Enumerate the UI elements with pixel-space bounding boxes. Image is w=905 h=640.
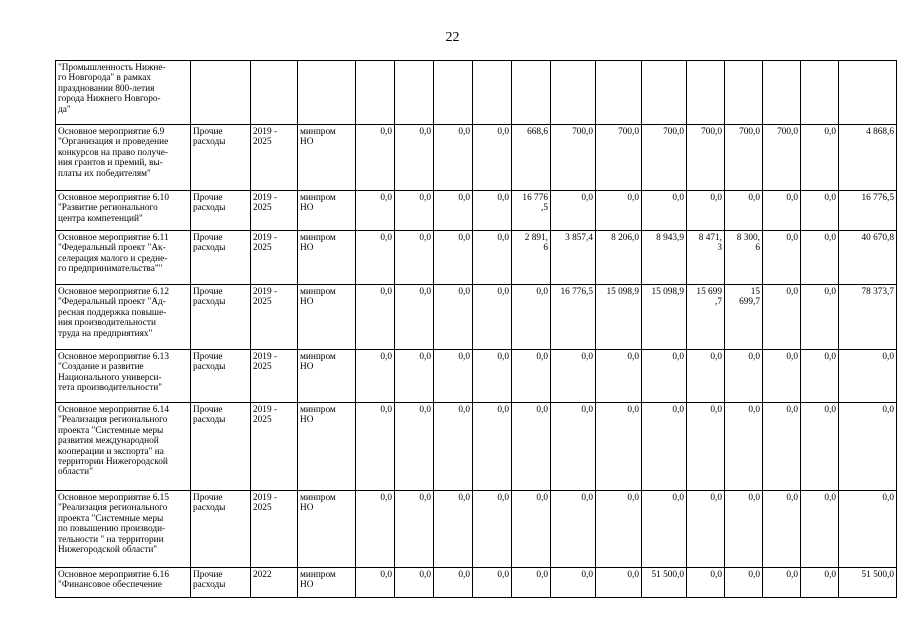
value-cell: 0,0 — [356, 125, 395, 191]
value-cell: 0,0 — [763, 285, 801, 350]
value-cell: 0,0 — [512, 491, 551, 568]
value-cell: 0,0 — [434, 568, 473, 598]
value-cell — [763, 61, 801, 125]
value-cell: 8 206,0 — [596, 231, 642, 285]
value-cell: 0,0 — [356, 403, 395, 491]
value-cell: 700,0 — [642, 125, 687, 191]
value-cell: 0,0 — [473, 191, 512, 231]
expense-type-cell: Прочие расходы — [191, 491, 251, 568]
expense-type-cell: Прочие расходы — [191, 403, 251, 491]
table-row — [56, 350, 897, 403]
value-cell: 668,6 — [512, 125, 551, 191]
period-cell: 2019 - 2025 — [251, 125, 298, 191]
value-cell: 51 500,0 — [642, 568, 687, 598]
table-row — [56, 285, 897, 350]
value-cell: 0,0 — [801, 125, 839, 191]
value-cell: 0,0 — [801, 403, 839, 491]
value-cell: 0,0 — [725, 403, 763, 491]
measure-name-cell: Основное мероприятие 6.11 "Федеральный проект "Ак- селерация малого и средне- го предпринимательства"" — [56, 231, 191, 285]
value-cell: 0,0 — [801, 231, 839, 285]
value-cell: 0,0 — [473, 403, 512, 491]
measure-name-cell: Основное мероприятие 6.16 "Финансовое обеспечение — [56, 568, 191, 598]
value-cell — [596, 61, 642, 125]
table-row — [56, 125, 897, 191]
value-cell — [473, 61, 512, 125]
value-cell: 700,0 — [687, 125, 725, 191]
value-cell: 0,0 — [642, 191, 687, 231]
measure-name-cell: Основное мероприятие 6.15 "Реализация регионального проекта "Системные меры по повышению производи- тельности " на территории Нижегородской области" — [56, 491, 191, 568]
value-cell — [551, 61, 596, 125]
measure-name-cell: "Промышленность Нижне- го Новгорода" в рамках праздновании 800-летия города Нижнего Новгоро- да" — [56, 61, 191, 125]
budget-table — [55, 60, 897, 598]
total-cell: 78 373,7 — [839, 285, 897, 350]
value-cell: 0,0 — [596, 568, 642, 598]
value-cell: 0,0 — [763, 403, 801, 491]
expense-type-cell: Прочие расходы — [191, 191, 251, 231]
value-cell: 15 098,9 — [596, 285, 642, 350]
executor-cell: минпром НО — [298, 350, 356, 403]
executor-cell: минпром НО — [298, 491, 356, 568]
executor-cell: минпром НО — [298, 403, 356, 491]
value-cell: 0,0 — [763, 491, 801, 568]
expense-type-cell — [191, 61, 251, 125]
value-cell: 0,0 — [801, 568, 839, 598]
value-cell — [725, 61, 763, 125]
value-cell: 700,0 — [596, 125, 642, 191]
executor-cell: минпром НО — [298, 191, 356, 231]
expense-type-cell: Прочие расходы — [191, 568, 251, 598]
measure-name-cell: Основное мероприятие 6.10 "Развитие регионального центра компетенций" — [56, 191, 191, 231]
value-cell: 0,0 — [395, 403, 434, 491]
value-cell: 0,0 — [434, 231, 473, 285]
value-cell: 0,0 — [395, 350, 434, 403]
value-cell: 15 699 ,7 — [687, 285, 725, 350]
value-cell: 8 471, 3 — [687, 231, 725, 285]
expense-type-cell: Прочие расходы — [191, 350, 251, 403]
value-cell: 0,0 — [551, 191, 596, 231]
value-cell: 16 776 ,5 — [512, 191, 551, 231]
value-cell: 0,0 — [473, 231, 512, 285]
period-cell: 2019 - 2025 — [251, 491, 298, 568]
table-row — [56, 403, 897, 491]
value-cell: 0,0 — [763, 568, 801, 598]
value-cell: 0,0 — [356, 285, 395, 350]
value-cell: 0,0 — [687, 350, 725, 403]
table-row — [56, 61, 897, 125]
value-cell: 0,0 — [596, 350, 642, 403]
value-cell — [395, 61, 434, 125]
total-cell: 0,0 — [839, 491, 897, 568]
value-cell: 0,0 — [551, 403, 596, 491]
period-cell: 2019 - 2025 — [251, 191, 298, 231]
value-cell: 0,0 — [395, 191, 434, 231]
value-cell: 0,0 — [395, 285, 434, 350]
value-cell — [801, 61, 839, 125]
period-cell: 2019 - 2025 — [251, 350, 298, 403]
total-cell: 0,0 — [839, 403, 897, 491]
total-cell: 40 670,8 — [839, 231, 897, 285]
executor-cell: минпром НО — [298, 125, 356, 191]
value-cell: 0,0 — [801, 350, 839, 403]
value-cell: 3 857,4 — [551, 231, 596, 285]
value-cell: 0,0 — [356, 350, 395, 403]
value-cell: 0,0 — [596, 491, 642, 568]
period-cell: 2019 - 2025 — [251, 231, 298, 285]
value-cell: 0,0 — [687, 191, 725, 231]
value-cell: 0,0 — [763, 191, 801, 231]
value-cell: 8 300, 6 — [725, 231, 763, 285]
measure-name-cell: Основное мероприятие 6.14 "Реализация регионального проекта "Системные меры развития международной кооперации и экспорта" на территории Нижегородской области" — [56, 403, 191, 491]
value-cell: 8 943,9 — [642, 231, 687, 285]
value-cell: 0,0 — [434, 491, 473, 568]
measure-name-cell: Основное мероприятие 6.12 "Федеральный проект "Ад- ресная поддержка повыше- ния производительности труда на предприятиях" — [56, 285, 191, 350]
value-cell: 0,0 — [473, 350, 512, 403]
value-cell: 700,0 — [551, 125, 596, 191]
period-cell: 2019 - 2025 — [251, 403, 298, 491]
value-cell: 0,0 — [801, 191, 839, 231]
value-cell: 0,0 — [725, 350, 763, 403]
total-cell: 0,0 — [839, 350, 897, 403]
value-cell: 0,0 — [395, 125, 434, 191]
value-cell: 0,0 — [512, 403, 551, 491]
expense-type-cell: Прочие расходы — [191, 285, 251, 350]
value-cell: 0,0 — [512, 350, 551, 403]
table-row — [56, 568, 897, 598]
value-cell: 0,0 — [434, 191, 473, 231]
table-row — [56, 191, 897, 231]
total-cell: 16 776,5 — [839, 191, 897, 231]
value-cell: 0,0 — [473, 285, 512, 350]
expense-type-cell: Прочие расходы — [191, 231, 251, 285]
value-cell: 0,0 — [434, 125, 473, 191]
value-cell: 0,0 — [434, 285, 473, 350]
value-cell — [642, 61, 687, 125]
value-cell: 0,0 — [763, 231, 801, 285]
value-cell: 0,0 — [395, 491, 434, 568]
measure-name-cell: Основное мероприятие 6.13 "Создание и развитие Национального универси- тета производительности" — [56, 350, 191, 403]
value-cell: 0,0 — [725, 491, 763, 568]
executor-cell: минпром НО — [298, 231, 356, 285]
value-cell: 0,0 — [395, 568, 434, 598]
executor-cell — [298, 61, 356, 125]
value-cell: 0,0 — [725, 191, 763, 231]
value-cell: 0,0 — [551, 491, 596, 568]
value-cell: 0,0 — [473, 125, 512, 191]
value-cell: 700,0 — [763, 125, 801, 191]
total-cell: 4 868,6 — [839, 125, 897, 191]
measure-name-cell: Основное мероприятие 6.9 "Организация и проведение конкурсов на право получе- ния грантов и премий, вы- платы их победителям" — [56, 125, 191, 191]
value-cell: 2 891, 6 — [512, 231, 551, 285]
table-body — [56, 61, 897, 598]
value-cell — [687, 61, 725, 125]
value-cell: 0,0 — [801, 491, 839, 568]
period-cell — [251, 61, 298, 125]
value-cell: 0,0 — [687, 403, 725, 491]
value-cell: 0,0 — [473, 568, 512, 598]
value-cell: 0,0 — [763, 350, 801, 403]
value-cell: 0,0 — [551, 568, 596, 598]
total-cell — [839, 61, 897, 125]
period-cell: 2019 - 2025 — [251, 285, 298, 350]
value-cell: 0,0 — [596, 403, 642, 491]
value-cell: 15 098,9 — [642, 285, 687, 350]
value-cell: 0,0 — [395, 231, 434, 285]
value-cell — [434, 61, 473, 125]
value-cell: 0,0 — [434, 350, 473, 403]
value-cell: 700,0 — [725, 125, 763, 191]
value-cell: 0,0 — [473, 491, 512, 568]
value-cell: 0,0 — [642, 403, 687, 491]
value-cell: 15 699,7 — [725, 285, 763, 350]
value-cell: 0,0 — [512, 568, 551, 598]
value-cell: 0,0 — [356, 231, 395, 285]
value-cell: 0,0 — [434, 403, 473, 491]
value-cell: 0,0 — [687, 491, 725, 568]
value-cell: 0,0 — [642, 491, 687, 568]
value-cell: 0,0 — [725, 568, 763, 598]
table-row — [56, 231, 897, 285]
value-cell — [356, 61, 395, 125]
table-row — [56, 491, 897, 568]
executor-cell: минпром НО — [298, 568, 356, 598]
executor-cell: минпром НО — [298, 285, 356, 350]
value-cell — [512, 61, 551, 125]
value-cell: 16 776,5 — [551, 285, 596, 350]
value-cell: 0,0 — [356, 568, 395, 598]
value-cell: 0,0 — [642, 350, 687, 403]
value-cell: 0,0 — [551, 350, 596, 403]
page-number: 22 — [445, 30, 460, 45]
value-cell: 0,0 — [356, 491, 395, 568]
value-cell: 0,0 — [512, 285, 551, 350]
value-cell: 0,0 — [596, 191, 642, 231]
period-cell: 2022 — [251, 568, 298, 598]
total-cell: 51 500,0 — [839, 568, 897, 598]
value-cell: 0,0 — [687, 568, 725, 598]
value-cell: 0,0 — [801, 285, 839, 350]
value-cell: 0,0 — [356, 191, 395, 231]
expense-type-cell: Прочие расходы — [191, 125, 251, 191]
